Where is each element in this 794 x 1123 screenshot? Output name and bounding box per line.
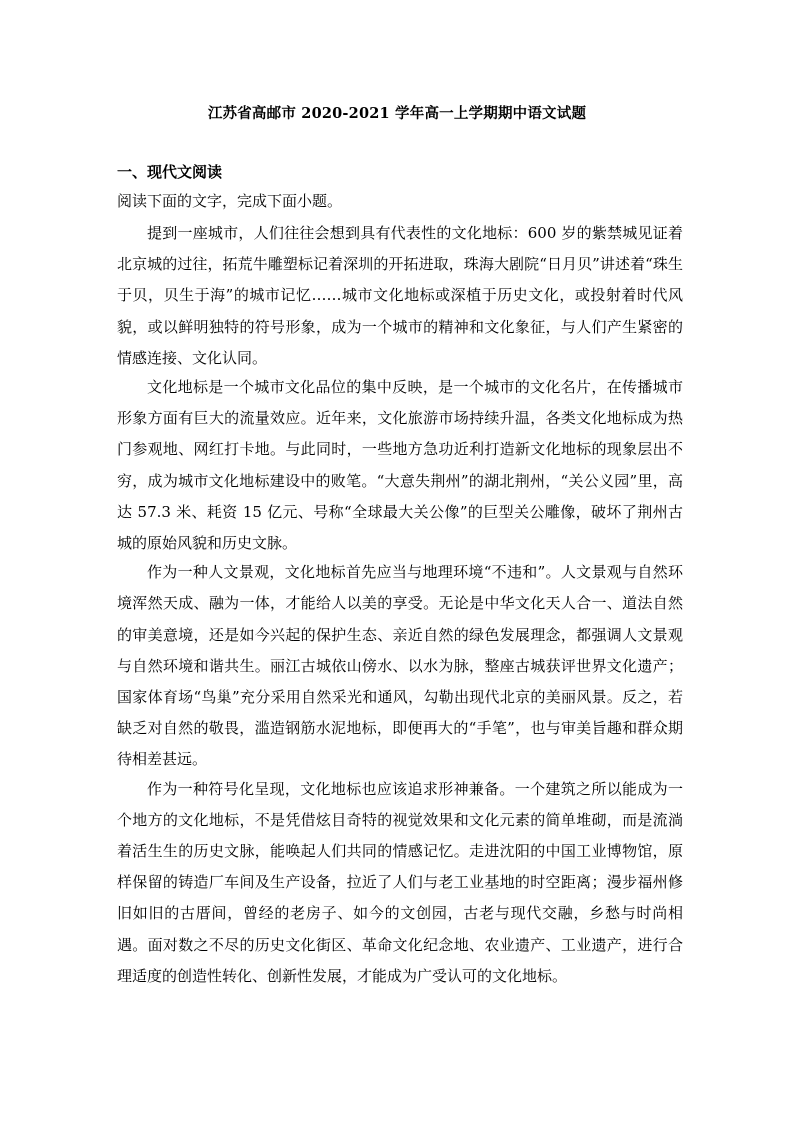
document-body — [117, 162, 683, 992]
section-heading: 一、现代文阅读 — [117, 163, 223, 181]
reading-instruction: 阅读下面的文字，完成下面小题。 — [117, 192, 343, 210]
paragraph-4: 作为一种符号化呈现，文化地标也应该追求形神兼备。一个建筑之所以能成为一个地方的文化地标，不是凭借炫目奇特的视觉效果和文化元素的简单堆砌，而是流淌着活生生的历史文脉，能唤起人们共同的情感记忆。走进沈阳的中国工业博物馆，原样保留的铸造厂车间及生产设备，拉近了人们与老工业基地的时空距离；漫步福州修旧如旧的古厝间，曾经的老房子、如今的文创园，古老与现代交融，乡愁与时尚相遇。面对数之不尽的历史文化街区、革命文化纪念地、农业遗产、工业遗产，进行合理适度的创造性转化、创新性发展，才能成为广受认可的文化地标。 — [117, 779, 683, 985]
paragraph-3: 作为一种人文景观，文化地标首先应当与地理环境“不违和”。人文景观与自然环境浑然天成、融为一体，才能给人以美的享受。无论是中华文化天人合一、道法自然的审美意境，还是如今兴起的保护生态、亲近自然的绿色发展理念，都强调人文景观与自然环境和谐共生。丽江古城依山傍水、以水为脉，整座古城获评世界文化遗产；国家体育场“鸟巢”充分采用自然采光和通风，勾勒出现代北京的美丽风景。反之，若缺乏对自然的敬畏，滥造钢筋水泥地标，即便再大的“手笔”，也与审美旨趣和群众期待相差甚远。 — [117, 563, 683, 769]
paragraph-2: 文化地标是一个城市文化品位的集中反映，是一个城市的文化名片，在传播城市形象方面有巨大的流量效应。近年来，文化旅游市场持续升温，各类文化地标成为热门参观地、网红打卡地。与此同时，一些地方急功近利打造新文化地标的现象层出不穷，成为城市文化地标建设中的败笔。“大意失荆州”的湖北荆州，“关公义园”里，高达 57.3 米、耗资 15 亿元、号称“全球最大关公像”的巨型关公雕像，破坏了荆州古城的原始风貌和历史文脉。 — [117, 378, 683, 553]
paragraph-1: 提到一座城市，人们往往会想到具有代表性的文化地标：600 岁的紫禁城见证着北京城的过往，拓荒牛雕塑标记着深圳的开拓进取，珠海大剧院“日月贝”讲述着“珠生于贝，贝生于海”的城市记忆……城市文化地标或深植于历史文化，或投射着时代风貌，或以鲜明独特的符号形象，成为一个城市的精神和文化象征，与人们产生紧密的情感连接、文化认同。 — [117, 224, 683, 367]
document-title: 江苏省高邮市 2020-2021 学年高一上学期期中语文试题 — [207, 105, 587, 122]
